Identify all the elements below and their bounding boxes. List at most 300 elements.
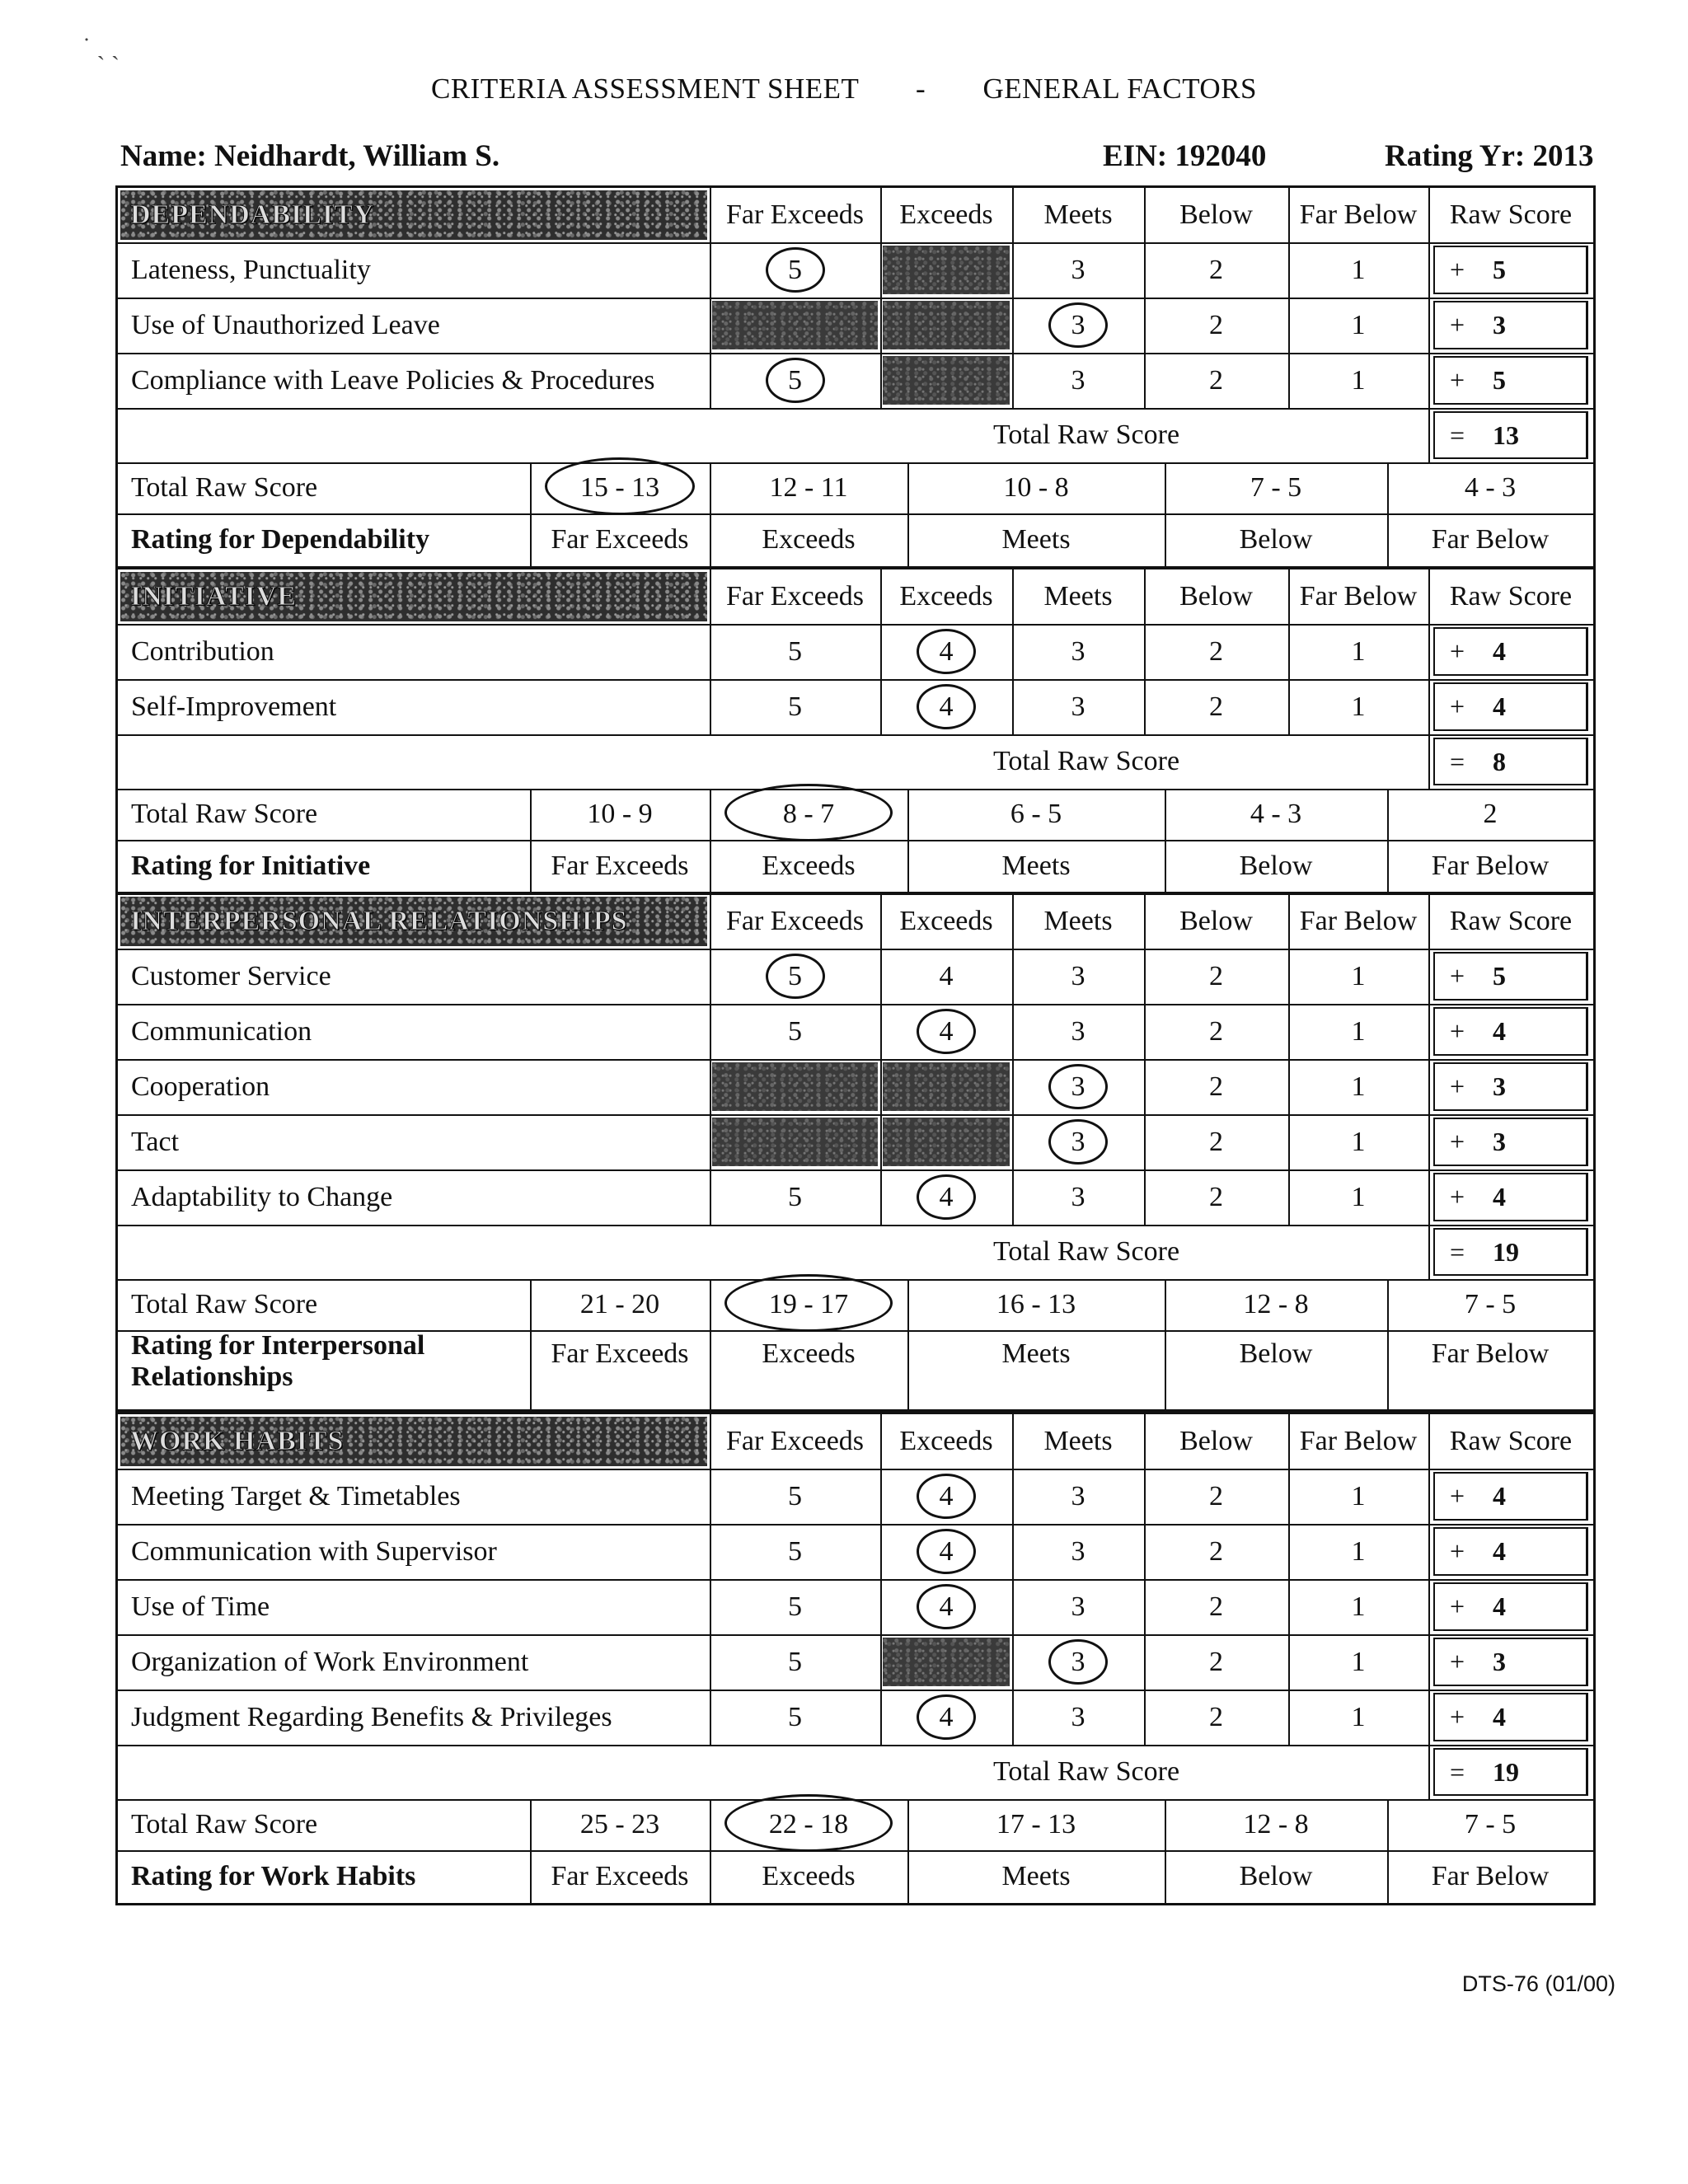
- grid-line: [880, 1059, 882, 1114]
- grid-line: [1144, 1169, 1146, 1225]
- score-option-meets: 3: [1071, 254, 1085, 285]
- column-header-raw-score: Raw Score: [1449, 1426, 1573, 1456]
- plus-sign: +: [1450, 1702, 1465, 1732]
- criteria-label: Organization of Work Environment: [131, 1646, 529, 1677]
- raw-score-cell: [1428, 1469, 1593, 1524]
- score-option-meets: 3: [1071, 1126, 1085, 1157]
- grid-line: [710, 1469, 711, 1524]
- grid-line: [1144, 1579, 1146, 1634]
- score-option-meets: 3: [1071, 1071, 1085, 1102]
- title-right: GENERAL FACTORS: [982, 73, 1258, 105]
- scan-specks: ˙ ˎ ˏ: [82, 33, 120, 60]
- score-option-below: 2: [1209, 254, 1223, 285]
- rating-option-below: Below: [1239, 851, 1313, 881]
- total-score-cell: [1428, 1745, 1593, 1799]
- grid-line: [880, 894, 882, 949]
- column-header-below: Below: [1179, 199, 1253, 230]
- grid-line: [1165, 840, 1166, 893]
- criteria-row: [118, 298, 1593, 353]
- plus-sign: +: [1450, 1647, 1465, 1676]
- total-score-box: [1433, 1748, 1588, 1796]
- score-option-below: 2: [1209, 1646, 1223, 1677]
- grid-line: [1288, 298, 1290, 353]
- plus-sign: +: [1450, 636, 1465, 666]
- grid-line: [1012, 1114, 1014, 1169]
- criteria-row: [118, 1579, 1593, 1634]
- score-range: 10 - 8: [1003, 472, 1069, 503]
- score-option-below: 2: [1209, 1591, 1223, 1622]
- raw-score-value: 4: [1493, 1016, 1506, 1046]
- grid-line: [530, 1799, 532, 1850]
- grid-line: [530, 513, 532, 566]
- raw-score-value: 5: [1493, 365, 1506, 395]
- grid-line: [880, 1414, 882, 1469]
- grid-line: [1165, 1330, 1166, 1409]
- grid-line: [1288, 679, 1290, 734]
- grid-line: [1144, 1114, 1146, 1169]
- grid-line: [1012, 949, 1014, 1004]
- blocked-cell: [883, 1638, 1010, 1686]
- criteria-row: [118, 1004, 1593, 1059]
- grid-line: [1428, 1469, 1430, 1524]
- total-score-value: 19: [1493, 1756, 1519, 1787]
- criteria-row: [118, 1524, 1593, 1579]
- grid-line: [1428, 569, 1430, 624]
- raw-score-box: [1433, 627, 1588, 676]
- grid-line: [1144, 1059, 1146, 1114]
- rating-option-meets: Meets: [1001, 1861, 1071, 1891]
- grid-line: [530, 1850, 532, 1903]
- criteria-label: Compliance with Leave Policies & Procedures: [131, 364, 655, 396]
- grid-line: [1387, 1330, 1389, 1409]
- grid-line: [1387, 462, 1389, 513]
- section-title-banner: [120, 897, 707, 946]
- score-option-far-exceeds: 5: [788, 364, 802, 396]
- grid-line: [710, 1059, 711, 1114]
- score-option-meets: 3: [1071, 691, 1085, 722]
- column-header-far-below: Far Below: [1299, 199, 1418, 230]
- grid-line: [1144, 298, 1146, 353]
- score-option-far-exceeds: 5: [788, 1181, 802, 1212]
- grid-line: [1428, 894, 1430, 949]
- grid-line: [1144, 624, 1146, 679]
- column-header-below: Below: [1179, 581, 1253, 612]
- grid-line: [1428, 1745, 1430, 1799]
- total-raw-score-row: [118, 408, 1593, 462]
- score-range: 10 - 9: [587, 799, 653, 829]
- raw-score-value: 4: [1493, 1591, 1506, 1621]
- grid-line: [1012, 1579, 1014, 1634]
- title-left: CRITERIA ASSESSMENT SHEET: [430, 73, 859, 105]
- score-option-far-below: 1: [1351, 691, 1366, 722]
- rating-option-far-exceeds: Far Exceeds: [551, 524, 689, 555]
- score-range: 17 - 13: [996, 1809, 1076, 1840]
- score-option-far-exceeds: 5: [788, 1535, 802, 1567]
- grid-line: [1165, 1850, 1166, 1903]
- grid-line: [1012, 353, 1014, 408]
- score-option-meets: 3: [1071, 364, 1085, 396]
- score-range: 19 - 17: [768, 1289, 849, 1319]
- grid-line: [530, 1279, 532, 1330]
- criteria-row: [118, 949, 1593, 1004]
- grid-line: [1165, 789, 1166, 840]
- equals-sign: =: [1450, 1756, 1465, 1787]
- grid-line: [1288, 1414, 1290, 1469]
- total-score-value: 8: [1493, 746, 1506, 776]
- grid-line: [1428, 949, 1430, 1004]
- total-score-cell: [1428, 1225, 1593, 1279]
- total-score-cell: [1428, 734, 1593, 789]
- score-range-row: [118, 1279, 1593, 1330]
- grid-line: [880, 1634, 882, 1690]
- plus-sign: +: [1450, 365, 1465, 395]
- criteria-label: Lateness, Punctuality: [131, 254, 371, 285]
- equals-sign: =: [1450, 419, 1465, 450]
- raw-score-value: 3: [1493, 310, 1506, 340]
- grid-line: [710, 1004, 711, 1059]
- rating-row: [118, 1330, 1593, 1409]
- grid-line: [710, 1524, 711, 1579]
- score-range: 25 - 23: [579, 1809, 660, 1840]
- raw-score-cell: [1428, 1169, 1593, 1225]
- score-option-meets: 3: [1071, 1480, 1085, 1511]
- raw-score-value: 3: [1493, 1647, 1506, 1676]
- grid-line: [710, 1799, 711, 1850]
- total-score-box: [1433, 738, 1588, 785]
- criteria-label: Self-Improvement: [131, 691, 337, 722]
- grid-line: [1144, 188, 1146, 242]
- equals-sign: =: [1450, 746, 1465, 776]
- grid-line: [1288, 242, 1290, 298]
- score-option-exceeds: 4: [939, 1480, 954, 1511]
- grid-line: [1387, 840, 1389, 893]
- grid-line: [880, 242, 882, 298]
- raw-score-cell: [1428, 1690, 1593, 1745]
- total-raw-score-row: [118, 1225, 1593, 1279]
- score-option-below: 2: [1209, 1480, 1223, 1511]
- raw-score-value: 4: [1493, 1481, 1506, 1511]
- grid-line: [1144, 1469, 1146, 1524]
- total-score-value: 19: [1493, 1236, 1519, 1267]
- score-option-far-exceeds: 5: [788, 1646, 802, 1677]
- grid-line: [1428, 1225, 1430, 1279]
- grid-line: [1288, 1169, 1290, 1225]
- grid-line: [710, 1330, 711, 1409]
- column-header-below: Below: [1179, 1426, 1253, 1456]
- rating-row: [118, 1850, 1593, 1903]
- score-option-below: 2: [1209, 635, 1223, 667]
- criteria-row: [118, 1059, 1593, 1114]
- raw-score-box: [1433, 1173, 1588, 1221]
- grid-line: [1428, 1690, 1430, 1745]
- plus-sign: +: [1450, 1182, 1465, 1212]
- grid-line: [1428, 1004, 1430, 1059]
- column-header-far-exceeds: Far Exceeds: [725, 199, 865, 230]
- score-option-meets: 3: [1071, 1015, 1085, 1047]
- score-option-exceeds: 4: [939, 1701, 954, 1732]
- raw-score-cell: [1428, 1634, 1593, 1690]
- grid-line: [1387, 789, 1389, 840]
- grid-line: [710, 789, 711, 840]
- score-option-meets: 3: [1071, 635, 1085, 667]
- rating-option-far-exceeds: Far Exceeds: [551, 1861, 689, 1891]
- criteria-row: [118, 353, 1593, 408]
- range-row-label: Total Raw Score: [131, 799, 318, 829]
- total-raw-score-label: Total Raw Score: [992, 746, 1180, 776]
- grid-line: [530, 840, 532, 893]
- grid-line: [530, 462, 532, 513]
- score-option-exceeds: 4: [939, 1181, 954, 1212]
- rating-option-far-exceeds: Far Exceeds: [551, 851, 689, 881]
- score-option-below: 2: [1209, 691, 1223, 722]
- grid-line: [710, 569, 711, 624]
- grid-line: [710, 513, 711, 566]
- grid-line: [710, 1279, 711, 1330]
- grid-line: [710, 1114, 711, 1169]
- score-option-far-exceeds: 5: [788, 1591, 802, 1622]
- raw-score-box: [1433, 1472, 1588, 1521]
- score-range: 4 - 3: [1250, 799, 1302, 829]
- score-option-far-exceeds: 5: [788, 1480, 802, 1511]
- raw-score-cell: [1428, 1059, 1593, 1114]
- grid-line: [710, 949, 711, 1004]
- section-header-row: [118, 894, 1593, 949]
- criteria-row: [118, 1114, 1593, 1169]
- criteria-row: [118, 1634, 1593, 1690]
- score-option-exceeds: 4: [939, 960, 954, 991]
- total-raw-score-row: [118, 1745, 1593, 1799]
- grid-line: [1144, 242, 1146, 298]
- score-option-below: 2: [1209, 1015, 1223, 1047]
- score-option-below: 2: [1209, 364, 1223, 396]
- range-row-label: Total Raw Score: [131, 472, 318, 503]
- score-option-far-exceeds: 5: [788, 635, 802, 667]
- grid-line: [880, 624, 882, 679]
- score-option-meets: 3: [1071, 960, 1085, 991]
- column-header-meets: Meets: [1043, 906, 1113, 936]
- column-header-meets: Meets: [1043, 581, 1113, 612]
- grid-line: [1288, 569, 1290, 624]
- raw-score-box: [1433, 1007, 1588, 1056]
- column-header-far-exceeds: Far Exceeds: [725, 581, 865, 612]
- rating-option-exceeds: Exceeds: [762, 1338, 856, 1369]
- grid-line: [1288, 1634, 1290, 1690]
- grid-line: [907, 789, 909, 840]
- score-option-far-below: 1: [1351, 1015, 1366, 1047]
- plus-sign: +: [1450, 1591, 1465, 1621]
- raw-score-cell: [1428, 679, 1593, 734]
- grid-line: [530, 789, 532, 840]
- total-raw-score-label: Total Raw Score: [992, 1236, 1180, 1267]
- column-header-meets: Meets: [1043, 1426, 1113, 1456]
- grid-line: [1144, 1524, 1146, 1579]
- grid-line: [1428, 1059, 1430, 1114]
- score-option-below: 2: [1209, 1181, 1223, 1212]
- column-header-exceeds: Exceeds: [899, 1426, 993, 1456]
- equals-sign: =: [1450, 1236, 1465, 1267]
- blocked-cell: [883, 1062, 1010, 1111]
- criteria-row: [118, 1690, 1593, 1745]
- criteria-row: [118, 679, 1593, 734]
- rating-option-exceeds: Exceeds: [762, 851, 856, 881]
- raw-score-value: 5: [1493, 961, 1506, 991]
- grid-line: [1144, 1004, 1146, 1059]
- score-range: 6 - 5: [1010, 799, 1062, 829]
- grid-line: [710, 1579, 711, 1634]
- grid-line: [1428, 679, 1430, 734]
- raw-score-box: [1433, 1527, 1588, 1576]
- rating-option-meets: Meets: [1001, 1338, 1071, 1369]
- title-dash: -: [916, 73, 926, 105]
- grid-line: [880, 1579, 882, 1634]
- grid-line: [710, 1414, 711, 1469]
- criteria-label: Contribution: [131, 635, 274, 667]
- section-title: INITIATIVE: [130, 581, 298, 612]
- score-option-far-below: 1: [1351, 1591, 1366, 1622]
- raw-score-cell: [1428, 1114, 1593, 1169]
- raw-score-cell: [1428, 949, 1593, 1004]
- score-option-meets: 3: [1071, 1591, 1085, 1622]
- criteria-label: Cooperation: [131, 1071, 270, 1102]
- section-interpersonal: [115, 892, 1596, 1412]
- grid-line: [1165, 513, 1166, 566]
- score-option-far-exceeds: 5: [788, 254, 802, 285]
- grid-line: [1012, 298, 1014, 353]
- score-range: 7 - 5: [1464, 1809, 1517, 1840]
- plus-sign: +: [1450, 1127, 1465, 1156]
- grid-line: [1428, 1579, 1430, 1634]
- grid-line: [710, 462, 711, 513]
- rating-option-far-below: Far Below: [1431, 1338, 1550, 1369]
- grid-line: [1165, 1799, 1166, 1850]
- grid-line: [1012, 1004, 1014, 1059]
- raw-score-box: [1433, 246, 1588, 294]
- score-range: 7 - 5: [1464, 1289, 1517, 1319]
- grid-line: [710, 353, 711, 408]
- score-range: 2: [1483, 799, 1498, 829]
- raw-score-cell: [1428, 353, 1593, 408]
- score-option-far-exceeds: 5: [788, 960, 802, 991]
- criteria-label: Meeting Target & Timetables: [131, 1480, 461, 1511]
- criteria-row: [118, 624, 1593, 679]
- raw-score-box: [1433, 1062, 1588, 1111]
- range-row-label: Total Raw Score: [131, 1289, 318, 1319]
- grid-line: [1387, 513, 1389, 566]
- score-range: 4 - 3: [1464, 472, 1517, 503]
- grid-line: [880, 1690, 882, 1745]
- rating-label: Rating for Work Habits: [131, 1861, 416, 1891]
- page-title: [0, 73, 1688, 105]
- grid-line: [1428, 188, 1430, 242]
- score-range: 21 - 20: [579, 1289, 660, 1319]
- grid-line: [1288, 894, 1290, 949]
- plus-sign: +: [1450, 1071, 1465, 1101]
- score-option-far-exceeds: 5: [788, 691, 802, 722]
- score-option-far-below: 1: [1351, 960, 1366, 991]
- grid-line: [1428, 408, 1430, 462]
- raw-score-value: 4: [1493, 1182, 1506, 1212]
- grid-line: [1288, 1004, 1290, 1059]
- column-header-meets: Meets: [1043, 199, 1113, 230]
- plus-sign: +: [1450, 255, 1465, 284]
- grid-line: [710, 188, 711, 242]
- rating-row: [118, 513, 1593, 566]
- grid-line: [1144, 949, 1146, 1004]
- grid-line: [1012, 1059, 1014, 1114]
- rating-label: [118, 1330, 530, 1409]
- grid-line: [1288, 1469, 1290, 1524]
- score-option-far-exceeds: 5: [788, 1015, 802, 1047]
- raw-score-box: [1433, 356, 1588, 405]
- grid-line: [1012, 624, 1014, 679]
- criteria-label: Communication: [131, 1015, 312, 1047]
- column-header-exceeds: Exceeds: [899, 581, 993, 612]
- grid-line: [710, 1690, 711, 1745]
- column-header-raw-score: Raw Score: [1449, 581, 1573, 612]
- section-title: INTERPERSONAL RELATIONSHIPS: [130, 906, 628, 936]
- column-header-below: Below: [1179, 906, 1253, 936]
- grid-line: [1288, 1114, 1290, 1169]
- grid-line: [1012, 188, 1014, 242]
- plus-sign: +: [1450, 310, 1465, 340]
- score-option-far-below: 1: [1351, 1071, 1366, 1102]
- score-option-meets: 3: [1071, 1535, 1085, 1567]
- blocked-cell: [712, 1062, 878, 1111]
- grid-line: [1288, 1059, 1290, 1114]
- grid-line: [880, 1469, 882, 1524]
- rating-option-far-below: Far Below: [1431, 524, 1550, 555]
- grid-line: [1428, 734, 1430, 789]
- grid-line: [530, 1330, 532, 1409]
- score-option-meets: 3: [1071, 1181, 1085, 1212]
- score-option-far-exceeds: 5: [788, 1701, 802, 1732]
- score-option-exceeds: 4: [939, 635, 954, 667]
- criteria-label: Adaptability to Change: [131, 1181, 393, 1212]
- grid-line: [1012, 569, 1014, 624]
- grid-line: [880, 679, 882, 734]
- range-row-label: Total Raw Score: [131, 1809, 318, 1840]
- column-header-raw-score: Raw Score: [1449, 906, 1573, 936]
- raw-score-value: 4: [1493, 636, 1506, 666]
- grid-line: [1288, 1524, 1290, 1579]
- score-option-below: 2: [1209, 1535, 1223, 1567]
- score-range: 7 - 5: [1250, 472, 1302, 503]
- grid-line: [1012, 1469, 1014, 1524]
- raw-score-box: [1433, 682, 1588, 731]
- total-score-box: [1433, 1228, 1588, 1276]
- score-range: 12 - 8: [1243, 1289, 1309, 1319]
- score-option-far-below: 1: [1351, 635, 1366, 667]
- plus-sign: +: [1450, 1016, 1465, 1046]
- grid-line: [1387, 1799, 1389, 1850]
- grid-line: [1288, 188, 1290, 242]
- grid-line: [1428, 1114, 1430, 1169]
- grid-line: [1012, 1169, 1014, 1225]
- total-score-cell: [1428, 408, 1593, 462]
- rating-option-below: Below: [1239, 524, 1313, 555]
- grid-line: [1428, 1524, 1430, 1579]
- score-option-meets: 3: [1071, 309, 1085, 340]
- total-raw-score-label: Total Raw Score: [992, 419, 1180, 450]
- score-range: 16 - 13: [996, 1289, 1076, 1319]
- grid-line: [1428, 298, 1430, 353]
- score-range: 12 - 11: [769, 472, 848, 503]
- raw-score-cell: [1428, 1524, 1593, 1579]
- score-range-row: [118, 789, 1593, 840]
- score-range: 8 - 7: [782, 799, 835, 829]
- section-title-banner: [120, 190, 707, 240]
- section-header-row: [118, 188, 1593, 242]
